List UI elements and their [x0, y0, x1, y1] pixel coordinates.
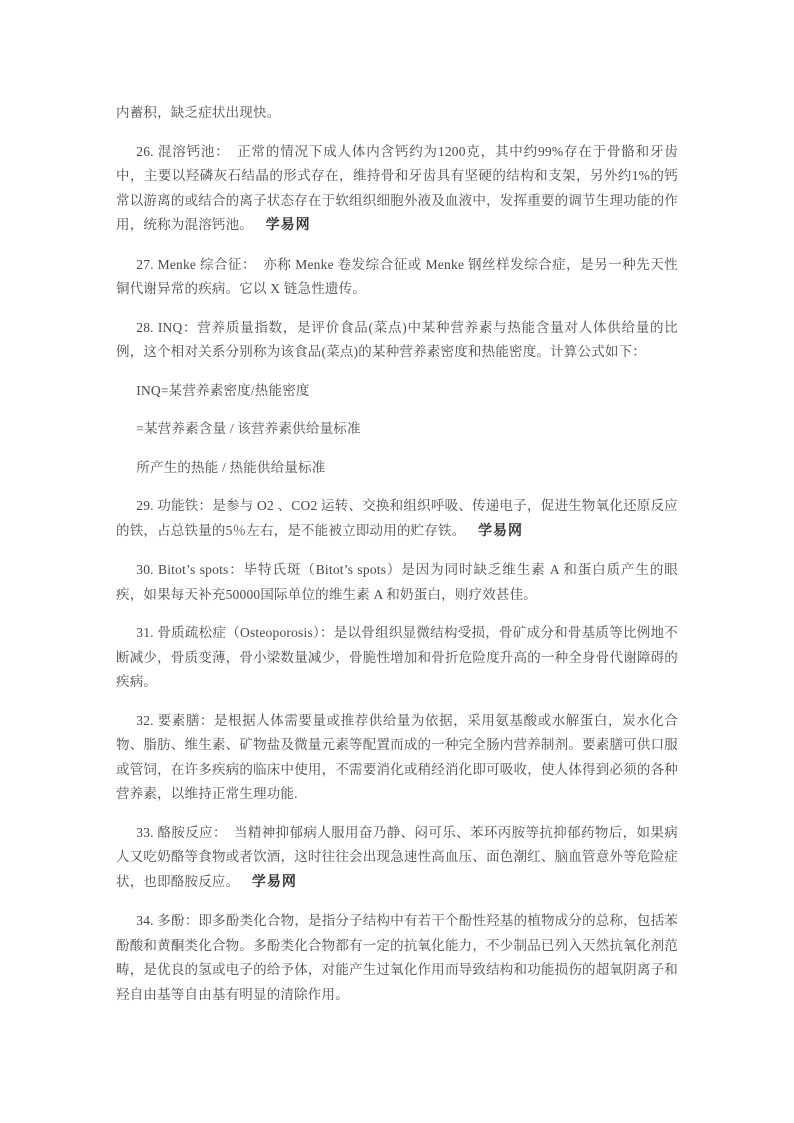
- paragraph-text: 27. Menke 综合征： 亦称 Menke 卷发综合征或 Menke 钢丝样发综合症，是另一种先天性铜代谢异常的疾病。它以 X 链急性遗传。: [116, 256, 678, 296]
- paragraph-text: 29. 功能铁：是参与 O2 、CO2 运转、交换和组织呼吸、传递电子，促进生物氧化还原反应的铁，占总铁量的5％左右，是不能被立即动用的贮存铁。: [116, 498, 678, 538]
- formula-line-inq: [116, 379, 678, 404]
- paragraph-text: 33. 酪胺反应： 当精神抑郁病人服用奋乃静、闷可乐、苯环丙胺等抗抑郁药物后，如果病人又吃奶酪等食物或者饮酒，这时往往会出现急速性高血压、面色潮红、脑血管意外等危险症状，也即酪胺反应。: [116, 824, 678, 889]
- paragraph-definition-32: [116, 709, 678, 807]
- paragraph-definition-29: [116, 494, 678, 544]
- paragraph-text: 内蓄积，缺乏症状出现快。: [116, 105, 281, 120]
- formula-line-denominator: [116, 456, 678, 481]
- watermark-xueyiwang: 学易网: [478, 523, 524, 539]
- paragraph-text: 32. 要素膳：是根据人体需要量或推荐供给量为依据，采用氨基酸或水解蛋白，炭水化合物、脂肪、维生素、矿物盐及微量元素等配置而成的一种完全肠内营养制剂。要素膳可供口服或管饲，在许多疾病的临床中使用，不需要消化或稍经消化即可吸收，使人体得到必须的各种营养素，以维持正常生理功能.: [116, 712, 678, 801]
- paragraph-definition-34: [116, 909, 678, 1007]
- formula-text: INQ=某营养素密度/热能密度: [136, 382, 310, 398]
- paragraph-text: 34. 多酚：即多酚类化合物，是指分子结构中有若干个酚性羟基的植物成分的总称，包括苯酚酸和黄酮类化合物。多酚类化合物都有一定的抗氧化能力，不少制品已列入天然抗氧化剂范畴，是优良的氢或电子的给予体，对能产生过氧化作用而导致结构和功能损伤的超氧阴离子和羟自由基等自由基有明显的清除作用。: [116, 913, 678, 1002]
- watermark-xueyiwang: 学易网: [251, 874, 297, 890]
- watermark-xueyiwang: 学易网: [265, 218, 311, 233]
- paragraph-definition-26: [116, 140, 678, 239]
- paragraph-definition-31: [116, 621, 678, 695]
- formula-text: =某营养素含量 / 该营养素供给量标准: [136, 421, 361, 436]
- paragraph-continuation: [116, 101, 678, 126]
- paragraph-definition-30: [116, 558, 678, 607]
- paragraph-definition-33: [116, 821, 678, 896]
- paragraph-text: 26. 混溶钙池： 正常的情况下成人体内含钙约为1200克，其中约99%存在于骨骼和牙齿中，主要以羟磷灰石结晶的形式存在，维持骨和牙齿具有坚硬的结构和支架，另外约1%的钙常以游离的或结合的离子状态存在于软组织细胞外液及血液中，发挥重要的调节生理功能的作用，统称为混溶钙池。: [116, 143, 678, 232]
- paragraph-definition-27: [116, 253, 678, 302]
- formula-line-numerator: [116, 417, 678, 442]
- paragraph-text: 28. INQ：营养质量指数，是评价食品(菜点)中某种营养素与热能含量对人体供给量的比例，这个相对关系分别称为该食品(菜点)的某种营养素密度和热能密度。计算公式如下：: [116, 319, 678, 359]
- formula-text: 所产生的热能 / 热能供给量标准: [136, 459, 326, 475]
- paragraph-text: 31. 骨质疏松症（Osteoporosis）：是以骨组织显微结构受损，骨矿成分和骨基质等比例地不断减少，骨质变薄，骨小梁数量减少，骨脆性增加和骨折危险度升高的一种全身骨代谢障碍的疾病。: [116, 625, 678, 689]
- paragraph-definition-28: [116, 316, 678, 365]
- paragraph-text: 30. Bitot’s spots：毕特氏斑（Bitot’s spots）是因为同时缺乏维生素 A 和蛋白质产生的眼疾，如果每天补充50000国际单位的维生素 A 和奶蛋白，则疗效甚佳。: [116, 562, 678, 602]
